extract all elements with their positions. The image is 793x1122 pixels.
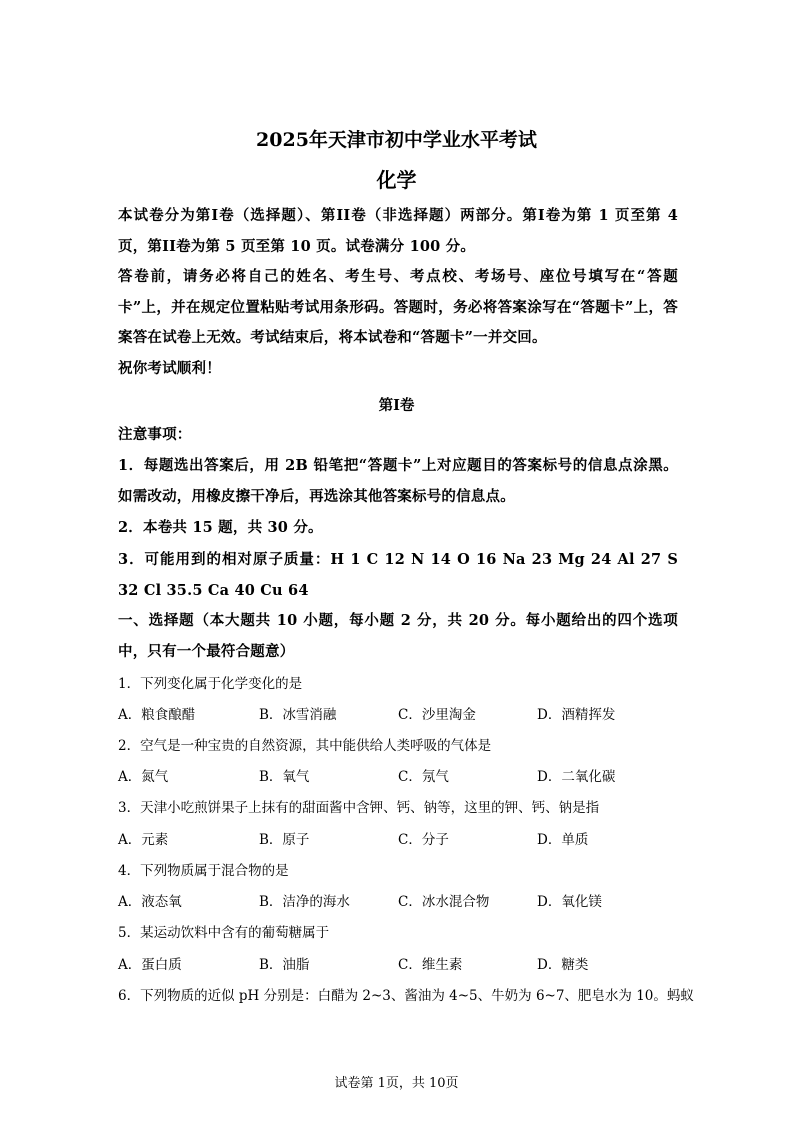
option-a: A．元素	[118, 832, 169, 848]
question-1-stem: 1．下列变化属于化学变化的是	[118, 676, 303, 692]
option-c: C．冰水混合物	[398, 894, 490, 910]
note-2: 2．本卷共 15 题，共 30 分。	[118, 519, 323, 536]
option-c: C．分子	[398, 832, 449, 848]
option-d: D．二氧化碳	[537, 769, 616, 785]
question-4-stem: 4．下列物质属于混合物的是	[118, 863, 289, 879]
option-b: B．洁净的海水	[259, 894, 350, 910]
option-a: A．液态氧	[118, 894, 182, 910]
page-footer: 试卷第 1页，共 10页	[334, 1076, 459, 1091]
intro-wish: 祝你考试顺利！	[118, 360, 221, 377]
question-5-stem: 5．某运动饮料中含有的葡萄糖属于	[118, 925, 330, 941]
notes-heading: 注意事项：	[118, 426, 192, 443]
question-2-stem: 2．空气是一种宝贵的自然资源，其中能供给人类呼吸的气体是	[118, 738, 492, 754]
question-2-options	[118, 767, 678, 787]
part-heading: 一、选择题（本大题共 10 小题，每小题 2 分，共 20 分。每小题给出的四个选项中，只有一个最符合题意）	[118, 612, 678, 660]
question-6-stem: 6．下列物质的近似 pH 分别是：白醋为 2~3、酱油为 4~5、牛奶为 6~7、肥皂水为 10。蚂蚁	[118, 988, 694, 1004]
option-c: C．氖气	[398, 769, 449, 785]
option-a: A．蛋白质	[118, 957, 182, 973]
question-3-stem: 3．天津小吃煎饼果子上抹有的甜面酱中含钾、钙、钠等，这里的钾、钙、钠是指	[118, 800, 600, 816]
question-4-options	[118, 892, 678, 912]
question-3-options	[118, 830, 678, 850]
option-d: D．单质	[537, 832, 589, 848]
section-title: 第I卷	[378, 397, 415, 414]
question-5-options	[118, 955, 678, 975]
option-b: B．油脂	[259, 957, 310, 973]
intro-paragraph-1: 本试卷分为第I卷（选择题）、第II卷（非选择题）两部分。第I卷为第 1 页至第 4 页，第II卷为第 5 页至第 10 页。试卷满分 100 分。	[118, 207, 678, 255]
option-b: B．氧气	[259, 769, 310, 785]
option-c: C．沙里淘金	[398, 707, 476, 723]
option-c: C．维生素	[398, 957, 463, 973]
subject-title: 化学	[376, 168, 417, 192]
option-b: B．冰雪消融	[259, 707, 337, 723]
note-3: 3．可能用到的相对原子质量：H 1 C 12 N 14 O 16 Na 23 Mg 24 Al 27 S 32 Cl 35.5 Ca 40 Cu 64	[118, 551, 678, 599]
note-1: 1．每题选出答案后，用 2B 铅笔把“答题卡”上对应题目的答案标号的信息点涂黑。如需改动，用橡皮擦干净后，再选涂其他答案标号的信息点。	[118, 457, 678, 505]
exam-title: 2025年天津市初中学业水平考试	[256, 129, 537, 151]
option-d: D．氧化镁	[537, 894, 602, 910]
intro-paragraph-2: 答卷前，请务必将自己的姓名、考生号、考点校、考场号、座位号填写在“答题卡”上，并在规定位置粘贴考试用条形码。答题时，务必将答案涂写在“答题卡”上，答案答在试卷上无效。考试结束后，将本试卷和“答题卡”一并交回。	[118, 268, 678, 346]
option-b: B．原子	[259, 832, 310, 848]
question-1-options	[118, 705, 678, 725]
option-a: A．粮食酿醋	[118, 707, 196, 723]
option-d: D．酒精挥发	[537, 707, 616, 723]
option-d: D．糖类	[537, 957, 589, 973]
option-a: A．氮气	[118, 769, 169, 785]
